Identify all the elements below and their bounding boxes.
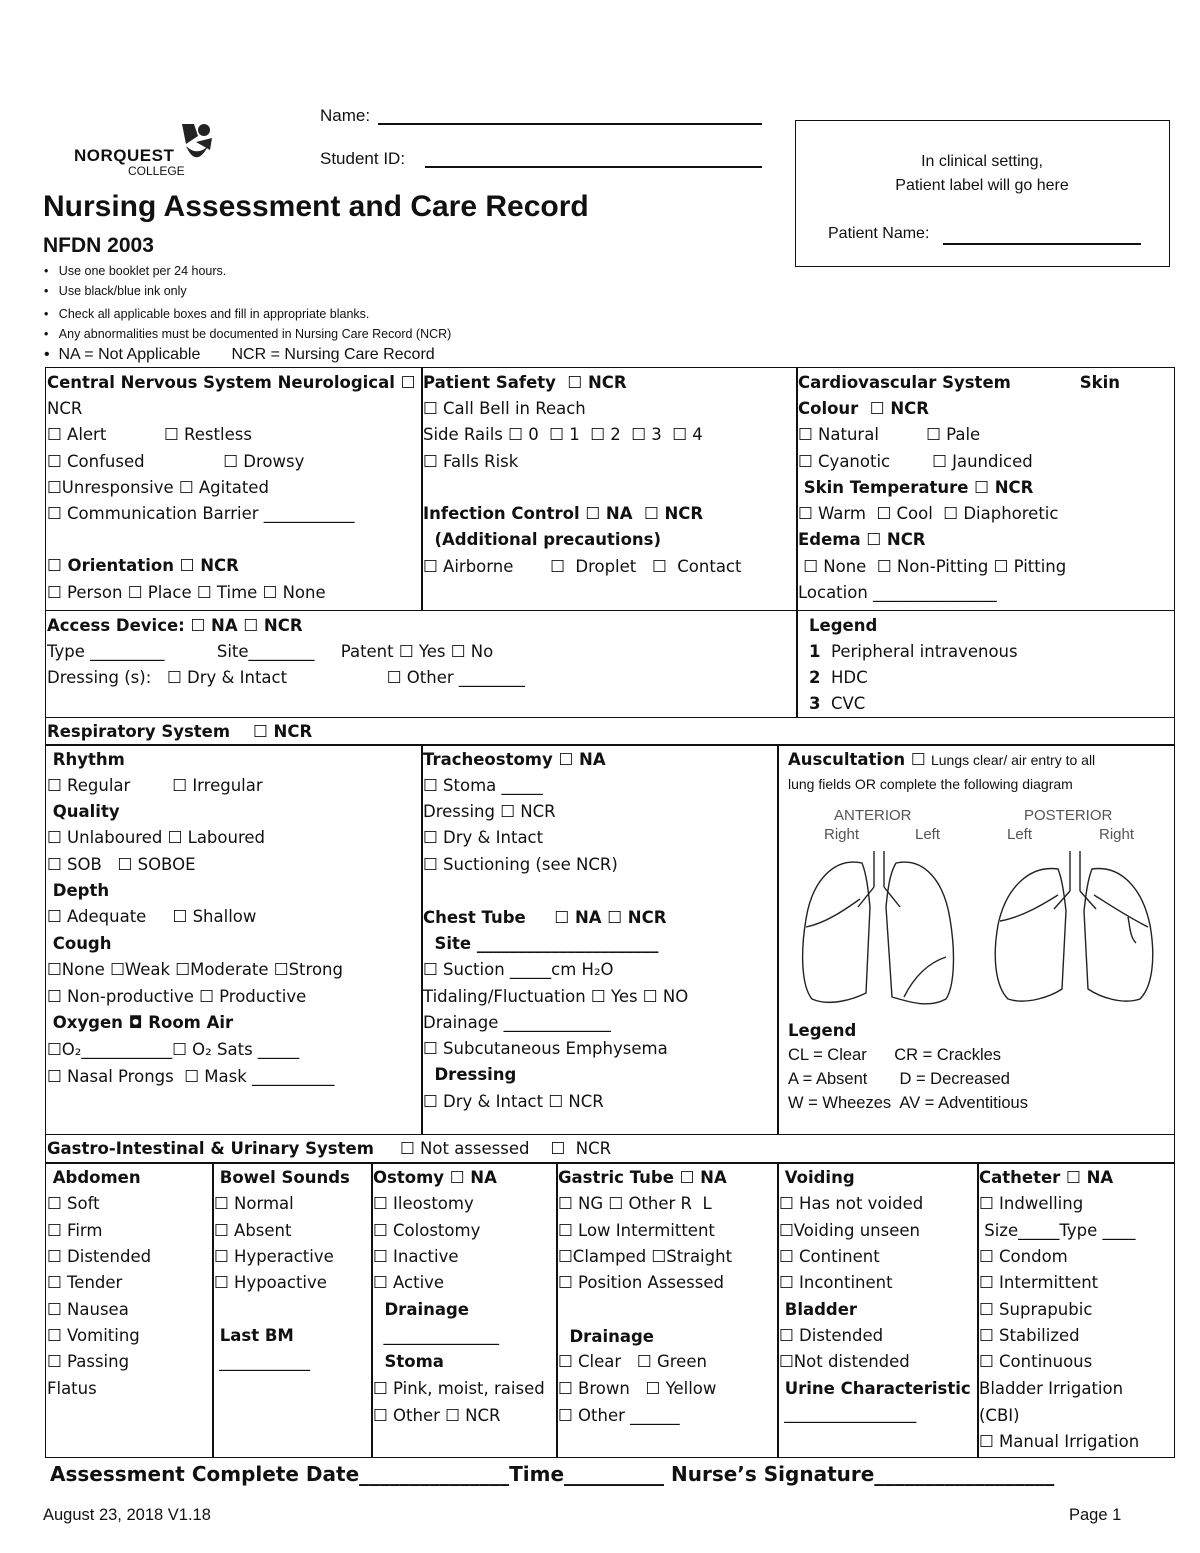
gi-line[interactable]: ☐ Manual Irrigation <box>979 1432 1140 1451</box>
gi-line[interactable]: ☐ Stabilized <box>979 1326 1080 1345</box>
orientation-title[interactable]: ☐ Orientation ☐ NCR <box>47 556 239 575</box>
gi-line[interactable]: ☐ Pink, moist, raised <box>373 1379 545 1398</box>
resp-line[interactable]: ☐ Unlaboured ☐ Laboured <box>47 828 265 847</box>
cns-line[interactable]: ☐ Communication Barrier ___________ <box>47 504 355 523</box>
legend-item: 2 HDC <box>809 668 868 687</box>
resp-line[interactable]: Site ______________________ <box>423 934 659 953</box>
student-id-label: Student ID: <box>320 149 406 168</box>
course-code: NFDN 2003 <box>43 234 154 257</box>
instruction-item: • Check all applicable boxes and fill in appropriate blanks. <box>44 307 370 321</box>
cardio-line[interactable]: ☐ Cyanotic ☐ Jaundiced <box>798 452 1033 471</box>
gi-line[interactable]: ☐ Indwelling <box>979 1194 1084 1213</box>
posterior-label: POSTERIOR <box>1024 807 1113 824</box>
resp-line[interactable]: Tidaling/Fluctuation ☐ Yes ☐ NO <box>423 987 689 1006</box>
posterior-right-label: Right <box>1099 826 1135 843</box>
instruction-item: • Use one booklet per 24 hours. <box>44 264 227 278</box>
posterior-left-label: Left <box>1007 826 1033 843</box>
patient-label-box <box>795 120 1170 267</box>
chest-tube-title[interactable]: Chest Tube ☐ NA ☐ NCR <box>423 908 667 927</box>
assessment-complete-line[interactable]: Assessment Complete Date_______________Time__________ Nurse’s Signature__________________ <box>50 1462 1055 1486</box>
resp-line[interactable]: ☐ Adequate ☐ Shallow <box>47 907 257 926</box>
student-id-field[interactable] <box>425 166 762 168</box>
safety-line[interactable]: ☐ Call Bell in Reach <box>423 399 586 418</box>
access-line[interactable]: Dressing (s): ☐ Dry & Intact ☐ Other ________ <box>47 668 525 687</box>
gi-line[interactable]: ☐Not distended <box>779 1352 910 1371</box>
resp-line[interactable]: ☐ Suctioning (see NCR) <box>423 855 618 874</box>
cns-line[interactable]: ☐Unresponsive ☐ Agitated <box>47 478 269 497</box>
resp-line[interactable]: ☐ Non-productive ☐ Productive <box>47 987 307 1006</box>
drainage-field[interactable]: ______________ <box>373 1326 499 1345</box>
gi-not-assessed[interactable]: ☐ Not assessed ☐ NCR <box>400 1139 612 1158</box>
gi-line: (CBI) <box>979 1406 1020 1425</box>
label-line2: Patient label will go here <box>895 177 1069 194</box>
gi-line[interactable]: ☐ Soft <box>47 1194 100 1213</box>
gi-line[interactable]: ☐ Normal <box>214 1194 294 1213</box>
gi-line[interactable]: ☐ Continuous <box>979 1352 1093 1371</box>
anterior-right-label: Right <box>824 826 860 843</box>
gi-line[interactable]: ☐ Inactive <box>373 1247 459 1266</box>
resp-line[interactable]: ☐ Dry & Intact ☐ NCR <box>423 1092 604 1111</box>
gi-subtitle: Stoma <box>373 1352 444 1371</box>
page-number: Page 1 <box>1069 1506 1122 1524</box>
gi-line[interactable]: ☐ Suprapubic <box>979 1300 1093 1319</box>
ostomy-title[interactable]: Ostomy ☐ NA <box>373 1168 497 1187</box>
ausc-legend-item: CL = Clear CR = Crackles <box>788 1046 1002 1064</box>
logo-sub: COLLEGE <box>128 164 185 178</box>
gi-subtitle: Bowel Sounds <box>214 1168 350 1187</box>
logo-name: NORQUEST <box>74 146 175 165</box>
urine-characteristic-field[interactable]: ________________ <box>779 1404 917 1423</box>
cardio-title: Cardiovascular System Skin <box>798 373 1121 392</box>
anterior-left-label: Left <box>915 826 941 843</box>
resp-subtitle: Dressing <box>423 1065 517 1084</box>
patient-name-label: Patient Name: <box>828 225 930 242</box>
name-label: Name: <box>320 106 371 125</box>
cns-line[interactable]: ☐ Person ☐ Place ☐ Time ☐ None <box>47 583 326 602</box>
resp-subtitle: Rhythm <box>47 750 125 769</box>
gi-line[interactable]: Size_____Type ____ <box>979 1221 1136 1240</box>
legend-item: 3 CVC <box>809 694 866 713</box>
gi-line[interactable]: ☐ Condom <box>979 1247 1068 1266</box>
resp-line[interactable]: Drainage _____________ <box>423 1013 611 1032</box>
resp-line[interactable]: ☐ Suction _____cm H₂O <box>423 960 614 979</box>
gi-line[interactable]: ☐ Distended <box>779 1326 884 1345</box>
gi-subtitle: Last BM <box>214 1326 294 1345</box>
gi-line[interactable]: ☐ Intermittent <box>979 1273 1099 1292</box>
access-line[interactable]: Type _________ Site________ Patent ☐ Yes ☐ No <box>47 642 494 661</box>
anterior-label: ANTERIOR <box>834 807 912 824</box>
gi-line[interactable]: ☐ Firm <box>47 1221 103 1240</box>
access-title[interactable]: Access Device: ☐ NA ☐ NCR <box>47 616 303 635</box>
gi-title: Gastro-Intestinal & Urinary System <box>47 1139 374 1158</box>
gi-line[interactable]: ☐ Vomiting <box>47 1326 140 1345</box>
name-field[interactable] <box>378 123 762 125</box>
resp-line[interactable]: ☐ Stoma _____ <box>423 776 543 795</box>
resp-line[interactable]: ☐ Regular ☐ Irregular <box>47 776 263 795</box>
cardio-line[interactable]: ☐ None ☐ Non-Pitting ☐ Pitting <box>798 557 1067 576</box>
gi-line[interactable]: ☐ Tender <box>47 1273 123 1292</box>
resp-line[interactable]: Dressing ☐ NCR <box>423 802 556 821</box>
resp-line[interactable]: ☐ SOB ☐ SOBOE <box>47 855 196 874</box>
catheter-title[interactable]: Catheter ☐ NA <box>979 1168 1114 1187</box>
resp-line[interactable]: ☐ Subcutaneous Emphysema <box>423 1039 668 1058</box>
ausc-legend-item: A = Absent D = Decreased <box>788 1070 1010 1088</box>
cns-line[interactable]: ☐ Alert ☐ Restless <box>47 425 252 444</box>
tracheostomy-title[interactable]: Tracheostomy ☐ NA <box>423 750 606 769</box>
auscultation-title[interactable]: Auscultation ☐ Lungs clear/ air entry to all <box>788 750 1096 769</box>
safety-line[interactable]: ☐ Falls Risk <box>423 452 519 471</box>
gi-line[interactable]: ☐ Position Assessed <box>558 1273 724 1292</box>
gi-line[interactable]: ☐ Passing <box>47 1352 130 1371</box>
gi-subtitle: Bladder <box>779 1300 858 1319</box>
gi-line[interactable]: ☐ NG ☐ Other R L <box>558 1194 712 1213</box>
gi-line[interactable]: ☐ Hypoactive <box>214 1273 327 1292</box>
gi-line[interactable]: ☐ Brown ☐ Yellow <box>558 1379 717 1398</box>
respiratory-title[interactable]: Respiratory System ☐ NCR <box>47 722 313 741</box>
label-line1: In clinical setting, <box>921 153 1043 170</box>
instruction-item: • Use black/blue ink only <box>44 284 187 298</box>
gi-line[interactable]: ☐ Low Intermittent <box>558 1221 715 1240</box>
gi-line: Flatus <box>47 1379 97 1398</box>
safety-line: (Additional precautions) <box>423 530 662 549</box>
cardio-line[interactable]: ☐ Warm ☐ Cool ☐ Diaphoretic <box>798 504 1059 523</box>
last-bm-field[interactable]: ___________ <box>214 1352 310 1371</box>
footer-date: August 23, 2018 V1.18 <box>43 1506 211 1524</box>
gi-line[interactable]: ☐ Nausea <box>47 1300 129 1319</box>
posterior-lungs-icon[interactable] <box>988 847 1158 1012</box>
cns-title: Central Nervous System Neurological ☐ <box>47 373 416 392</box>
gi-line[interactable]: ☐Voiding unseen <box>779 1221 920 1240</box>
safety-line[interactable]: Side Rails ☐ 0 ☐ 1 ☐ 2 ☐ 3 ☐ 4 <box>423 425 703 444</box>
cardio-line[interactable]: Skin Temperature ☐ NCR <box>798 478 1034 497</box>
patient-name-field[interactable] <box>943 243 1141 245</box>
infection-control-title[interactable]: Infection Control ☐ NA ☐ NCR <box>423 504 704 523</box>
anterior-lungs-icon[interactable] <box>796 847 966 1012</box>
gi-line[interactable]: ☐ Colostomy <box>373 1221 481 1240</box>
logo <box>74 122 219 182</box>
instruction-item: • Any abnormalities must be documented in Nursing Care Record (NCR) <box>44 327 452 341</box>
gi-line[interactable]: ☐ Distended <box>47 1247 152 1266</box>
gi-line[interactable]: ☐ Absent <box>214 1221 292 1240</box>
gi-subtitle: Voiding <box>779 1168 855 1187</box>
ausc-legend-title: Legend <box>788 1021 857 1040</box>
gi-subtitle: Drainage <box>558 1327 654 1346</box>
ausc-legend-item: W = Wheezes AV = Adventitious <box>788 1094 1028 1112</box>
gi-line[interactable]: ☐ Ileostomy <box>373 1194 474 1213</box>
gi-line[interactable]: ☐ Continent <box>779 1247 880 1266</box>
resp-line[interactable]: ☐ Dry & Intact <box>423 828 544 847</box>
gi-subtitle: Abdomen <box>47 1168 141 1187</box>
resp-subtitle: Quality <box>47 802 120 821</box>
auscultation-text: lung fields OR complete the following diagram <box>788 776 1073 792</box>
gi-line[interactable]: ☐ Clear ☐ Green <box>558 1352 707 1371</box>
legend-title: Legend <box>809 616 878 635</box>
gi-subtitle: Urine Characteristic <box>779 1379 971 1398</box>
cns-line: NCR <box>47 399 83 418</box>
instruction-item: • NA = Not Applicable NCR = Nursing Care Record <box>44 346 435 363</box>
cardio-line[interactable]: ☐ Natural ☐ Pale <box>798 425 981 444</box>
cns-line[interactable]: ☐ Confused ☐ Drowsy <box>47 452 305 471</box>
legend-item: 1 Peripheral intravenous <box>809 642 1018 661</box>
gastric-tube-title[interactable]: Gastric Tube ☐ NA <box>558 1168 727 1187</box>
safety-title: Patient Safety ☐ NCR <box>423 373 627 392</box>
cardio-line[interactable]: Colour ☐ NCR <box>798 399 929 418</box>
gi-line[interactable]: ☐Clamped ☐Straight <box>558 1247 733 1266</box>
resp-subtitle: Cough <box>47 934 112 953</box>
gi-line: Bladder Irrigation <box>979 1379 1124 1398</box>
gi-line[interactable]: ☐ Other ______ <box>558 1406 680 1425</box>
gi-subtitle: Drainage <box>373 1300 469 1319</box>
gi-line[interactable]: ☐ Has not voided <box>779 1194 924 1213</box>
safety-line[interactable]: ☐ Airborne ☐ Droplet ☐ Contact <box>423 557 742 576</box>
gi-line[interactable]: ☐ Incontinent <box>779 1273 893 1292</box>
resp-line[interactable]: ☐None ☐Weak ☐Moderate ☐Strong <box>47 960 343 979</box>
gi-line[interactable]: ☐ Hyperactive <box>214 1247 334 1266</box>
resp-subtitle: Depth <box>47 881 110 900</box>
resp-line[interactable]: ☐ Nasal Prongs ☐ Mask __________ <box>47 1067 335 1086</box>
auscultation-panel[interactable] <box>788 747 1172 1127</box>
gi-line[interactable]: ☐ Other ☐ NCR <box>373 1406 501 1425</box>
resp-subtitle[interactable]: Oxygen ◘ Room Air <box>47 1013 234 1032</box>
edema-title[interactable]: Edema ☐ NCR <box>798 530 926 549</box>
gi-line[interactable]: ☐ Active <box>373 1273 445 1292</box>
resp-line[interactable]: ☐O₂___________☐ O₂ Sats _____ <box>47 1040 300 1059</box>
page-title: Nursing Assessment and Care Record <box>43 190 589 223</box>
cardio-line[interactable]: Location _______________ <box>798 583 997 602</box>
